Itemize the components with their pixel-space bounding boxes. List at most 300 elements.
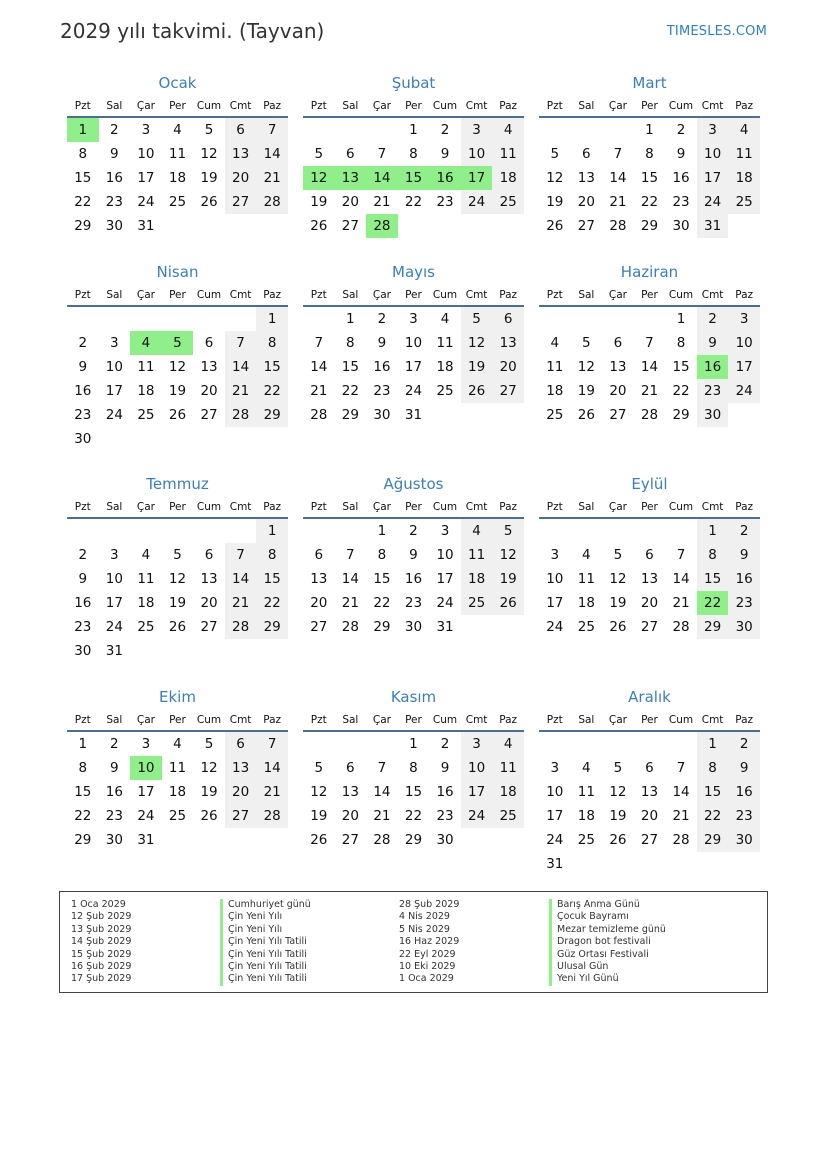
day-cell: 7 (225, 543, 257, 567)
weekday-label: Çar (372, 714, 391, 726)
day-cell: 16 (404, 571, 423, 587)
legend-holiday-name: Çin Yeni Yılı (220, 924, 311, 936)
weekday-label: Sal (106, 289, 123, 301)
day-cell: 12 (200, 146, 218, 162)
day-cell: 16 (728, 567, 760, 591)
day-cell: 20 (310, 595, 328, 611)
day-cell: 21 (341, 595, 359, 611)
day-cell: 25 (168, 808, 187, 824)
day-cell: 18 (436, 359, 454, 375)
legend-holiday-name: Çin Yeni Yılı Tatili (220, 973, 311, 985)
day-cell: 14 (609, 170, 627, 186)
legend-date: 16 Şub 2029 (71, 960, 132, 972)
day-cell: 20 (341, 808, 359, 824)
day-cell: 19 (168, 595, 187, 611)
day-cell: 17 (546, 595, 564, 611)
day-cell: 6 (225, 732, 257, 756)
empty-cell (99, 519, 131, 543)
weekday-header (539, 283, 760, 307)
day-cell: 16 (74, 595, 92, 611)
weekday-label: Cmt (229, 714, 252, 726)
holiday-day: 10 (130, 756, 162, 780)
day-cell: 2 (440, 122, 450, 138)
day-cell: 15 (256, 355, 288, 379)
day-cell: 28 (373, 832, 391, 848)
holiday-day: 28 (366, 214, 398, 238)
day-cell: 24 (461, 804, 493, 828)
day-cell: 20 (200, 595, 218, 611)
day-cell: 30 (373, 407, 391, 423)
day-cell: 3 (440, 523, 450, 539)
legend-holiday-name: Çin Yeni Yılı (220, 911, 311, 923)
day-cell: 19 (200, 784, 218, 800)
day-cell: 26 (609, 832, 627, 848)
empty-cell (193, 519, 225, 543)
day-cell: 17 (436, 571, 454, 587)
weekday-label: Pzt (310, 714, 327, 726)
weekday-label: Cmt (701, 501, 724, 513)
day-cell: 3 (141, 736, 151, 752)
day-cell: 15 (404, 784, 423, 800)
day-cell: 8 (256, 543, 288, 567)
day-cell: 29 (74, 832, 92, 848)
month-name: Ağustos (383, 475, 444, 493)
weekday-label: Çar (608, 714, 627, 726)
day-cell: 26 (168, 407, 187, 423)
weekday-label: Çar (136, 289, 155, 301)
day-cell: 1 (676, 311, 686, 327)
month-name: Haziran (620, 263, 679, 281)
weekday-header (67, 708, 288, 732)
day-cell: 25 (492, 190, 524, 214)
weekday-header (67, 495, 288, 519)
day-cell: 31 (436, 619, 454, 635)
weekday-header (303, 94, 524, 118)
weekday-header (303, 495, 524, 519)
holiday-day: 16 (429, 166, 461, 190)
weekday-label: Per (405, 289, 422, 301)
legend-date: 16 Haz 2029 (399, 936, 460, 948)
empty-cell (303, 732, 335, 756)
day-cell: 10 (105, 571, 123, 587)
day-cell: 14 (256, 142, 288, 166)
day-cell: 29 (697, 828, 729, 852)
day-grid (67, 118, 288, 238)
day-cell: 1 (409, 122, 418, 138)
day-grid (303, 732, 524, 852)
month-block (303, 686, 524, 852)
weekday-label: Cmt (701, 289, 724, 301)
day-cell: 7 (613, 146, 623, 162)
day-cell: 24 (697, 190, 729, 214)
empty-cell (130, 519, 162, 543)
legend-date: 22 Eyl 2029 (399, 948, 456, 960)
day-cell: 3 (697, 118, 729, 142)
legend-names-right (549, 899, 666, 986)
day-cell: 7 (225, 331, 257, 355)
day-cell: 28 (225, 403, 257, 427)
empty-cell (303, 307, 335, 331)
day-cell: 29 (404, 832, 423, 848)
weekday-label: Sal (578, 289, 595, 301)
day-cell: 20 (225, 166, 257, 190)
day-cell: 19 (310, 808, 328, 824)
weekday-label: Per (641, 714, 658, 726)
day-cell: 9 (377, 335, 387, 351)
day-cell: 17 (105, 383, 123, 399)
day-cell: 18 (577, 808, 595, 824)
day-cell: 23 (436, 808, 454, 824)
day-cell: 30 (74, 431, 92, 447)
day-cell: 4 (141, 547, 151, 563)
day-cell: 2 (110, 122, 119, 138)
day-cell: 24 (546, 619, 564, 635)
day-cell: 19 (609, 595, 627, 611)
day-cell: 25 (461, 591, 493, 615)
day-cell: 5 (204, 736, 214, 752)
day-cell: 10 (404, 335, 423, 351)
day-cell: 30 (74, 643, 92, 659)
weekday-label: Paz (499, 714, 518, 726)
weekday-label: Cmt (465, 714, 488, 726)
day-cell: 3 (550, 547, 560, 563)
empty-cell (130, 307, 162, 331)
weekday-label: Pzt (310, 501, 327, 513)
day-cell: 8 (377, 547, 387, 563)
day-cell: 12 (168, 571, 187, 587)
month-block (67, 261, 288, 451)
day-cell: 23 (728, 591, 760, 615)
day-cell: 18 (577, 595, 595, 611)
day-grid (67, 519, 288, 663)
weekday-label: Per (405, 100, 422, 112)
empty-cell (193, 307, 225, 331)
empty-cell (539, 307, 571, 331)
day-cell: 5 (204, 122, 214, 138)
day-cell: 7 (676, 547, 686, 563)
day-cell: 29 (373, 619, 391, 635)
weekday-label: Paz (263, 100, 282, 112)
day-cell: 21 (672, 808, 690, 824)
legend-date: 4 Nis 2029 (399, 911, 450, 923)
weekday-label: Per (169, 289, 186, 301)
day-cell: 6 (204, 547, 214, 563)
day-cell: 9 (78, 571, 88, 587)
day-cell: 26 (310, 218, 328, 234)
day-cell: 20 (341, 194, 359, 210)
month-block (303, 473, 524, 639)
day-cell: 17 (546, 808, 564, 824)
day-cell: 5 (582, 335, 591, 351)
legend-holiday-name: Çocuk Bayramı (549, 911, 666, 923)
day-cell: 21 (256, 166, 288, 190)
weekday-label: Sal (342, 100, 359, 112)
weekday-label: Cum (668, 501, 694, 513)
weekday-label: Cmt (465, 289, 488, 301)
day-cell: 5 (613, 760, 623, 776)
weekday-label: Cmt (701, 714, 724, 726)
day-cell: 6 (613, 335, 623, 351)
holiday-day: 22 (697, 591, 729, 615)
day-cell: 11 (461, 543, 493, 567)
weekday-label: Per (641, 501, 658, 513)
day-cell: 28 (256, 804, 288, 828)
day-cell: 4 (173, 122, 182, 138)
day-cell: 17 (697, 166, 729, 190)
weekday-label: Çar (136, 501, 155, 513)
day-cell: 22 (404, 194, 423, 210)
day-cell: 8 (256, 331, 288, 355)
day-cell: 21 (640, 383, 659, 399)
weekday-label: Sal (578, 714, 595, 726)
day-cell: 11 (168, 146, 187, 162)
weekday-label: Çar (136, 714, 155, 726)
day-cell: 15 (256, 567, 288, 591)
weekday-label: Cum (432, 289, 458, 301)
legend-date: 1 Oca 2029 (71, 899, 126, 910)
day-cell: 30 (404, 619, 423, 635)
day-cell: 20 (225, 780, 257, 804)
day-cell: 27 (310, 619, 328, 635)
day-cell: 24 (436, 595, 454, 611)
legend-holiday-name: Cumhuriyet günü (220, 899, 311, 911)
legend-date: 13 Şub 2029 (71, 923, 132, 935)
day-cell: 27 (577, 218, 595, 234)
day-cell: 21 (256, 780, 288, 804)
day-cell: 29 (256, 403, 288, 427)
day-cell: 18 (461, 567, 493, 591)
day-cell: 22 (256, 379, 288, 403)
weekday-label: Paz (263, 289, 282, 301)
day-cell: 31 (404, 407, 423, 423)
day-cell: 27 (341, 832, 359, 848)
weekday-label: Per (641, 100, 658, 112)
day-cell: 27 (609, 407, 627, 423)
weekday-label: Cmt (229, 501, 252, 513)
day-cell: 8 (645, 146, 654, 162)
day-cell: 4 (440, 311, 450, 327)
day-cell: 2 (377, 311, 387, 327)
day-cell: 10 (728, 331, 760, 355)
empty-cell (665, 732, 697, 756)
day-cell: 18 (728, 166, 760, 190)
weekday-label: Pzt (546, 100, 563, 112)
day-cell: 6 (645, 547, 654, 563)
day-cell: 24 (728, 379, 760, 403)
day-cell: 26 (546, 218, 564, 234)
day-cell: 2 (676, 122, 686, 138)
legend-date: 17 Şub 2029 (71, 973, 132, 985)
day-cell: 12 (461, 331, 493, 355)
weekday-label: Pzt (74, 289, 91, 301)
weekday-label: Cum (196, 289, 222, 301)
day-cell: 16 (672, 170, 690, 186)
legend-names-left (220, 899, 311, 986)
day-cell: 5 (461, 307, 493, 331)
day-cell: 3 (110, 547, 119, 563)
day-cell: 11 (577, 571, 595, 587)
day-cell: 23 (373, 383, 391, 399)
weekday-label: Çar (372, 100, 391, 112)
day-cell: 6 (645, 760, 654, 776)
weekday-header (303, 283, 524, 307)
weekday-label: Cmt (229, 100, 252, 112)
weekday-label: Paz (735, 289, 754, 301)
month-name: Ekim (159, 688, 196, 706)
day-cell: 14 (373, 784, 391, 800)
empty-cell (634, 307, 666, 331)
day-cell: 9 (440, 146, 450, 162)
weekday-label: Per (169, 501, 186, 513)
day-cell: 28 (310, 407, 328, 423)
day-cell: 2 (110, 736, 119, 752)
day-cell: 31 (105, 643, 123, 659)
month-block (303, 72, 524, 238)
day-cell: 17 (137, 170, 155, 186)
day-cell: 19 (200, 170, 218, 186)
day-cell: 1 (256, 307, 288, 331)
holiday-legend (59, 891, 768, 993)
day-cell: 15 (74, 170, 92, 186)
day-cell: 20 (577, 194, 595, 210)
day-grid (539, 732, 760, 876)
weekday-label: Cum (196, 714, 222, 726)
day-cell: 10 (697, 142, 729, 166)
day-cell: 25 (577, 832, 595, 848)
day-cell: 8 (697, 756, 729, 780)
month-name: Nisan (156, 263, 199, 281)
day-cell: 1 (346, 311, 355, 327)
day-cell: 13 (200, 359, 218, 375)
day-cell: 3 (141, 122, 151, 138)
day-cell: 8 (346, 335, 355, 351)
day-grid (539, 519, 760, 639)
day-cell: 24 (105, 407, 123, 423)
weekday-label: Cum (196, 501, 222, 513)
holiday-day: 1 (67, 118, 99, 142)
day-cell: 3 (461, 118, 493, 142)
day-cell: 9 (728, 756, 760, 780)
day-cell: 21 (310, 383, 328, 399)
day-cell: 16 (74, 383, 92, 399)
day-cell: 24 (105, 619, 123, 635)
day-cell: 25 (168, 194, 187, 210)
day-cell: 15 (697, 780, 729, 804)
day-cell: 26 (461, 379, 493, 403)
day-cell: 14 (672, 571, 690, 587)
day-cell: 27 (225, 804, 257, 828)
weekday-label: Cmt (229, 289, 252, 301)
day-cell: 7 (346, 547, 355, 563)
weekday-label: Paz (499, 501, 518, 513)
day-cell: 17 (404, 359, 423, 375)
day-cell: 16 (728, 780, 760, 804)
day-cell: 22 (74, 808, 92, 824)
day-cell: 10 (546, 784, 564, 800)
day-cell: 9 (110, 146, 119, 162)
day-cell: 29 (74, 218, 92, 234)
day-cell: 30 (436, 832, 454, 848)
legend-date: 12 Şub 2029 (71, 911, 132, 923)
legend-dates-right (399, 899, 459, 986)
weekday-header (539, 94, 760, 118)
weekday-label: Cum (432, 714, 458, 726)
holiday-day: 17 (461, 166, 493, 190)
day-cell: 22 (341, 383, 359, 399)
day-cell: 8 (697, 543, 729, 567)
day-cell: 13 (492, 331, 524, 355)
weekday-label: Pzt (74, 100, 91, 112)
empty-cell (571, 118, 603, 142)
day-cell: 13 (640, 784, 659, 800)
brand-link[interactable]: TIMESLES.COM (666, 24, 767, 39)
day-cell: 27 (225, 190, 257, 214)
day-cell: 15 (341, 359, 359, 375)
day-cell: 10 (461, 756, 493, 780)
empty-cell (335, 519, 367, 543)
day-cell: 11 (436, 335, 454, 351)
day-cell: 25 (436, 383, 454, 399)
legend-holiday-name: Çin Yeni Yılı Tatili (220, 936, 311, 948)
day-cell: 14 (225, 567, 257, 591)
day-cell: 9 (409, 547, 418, 563)
empty-cell (162, 307, 194, 331)
day-cell: 11 (728, 142, 760, 166)
day-cell: 5 (173, 547, 182, 563)
day-cell: 28 (672, 832, 690, 848)
weekday-label: Sal (342, 501, 359, 513)
empty-cell (225, 307, 257, 331)
day-cell: 23 (105, 808, 123, 824)
day-cell: 10 (137, 146, 155, 162)
day-cell: 10 (461, 142, 493, 166)
empty-cell (665, 519, 697, 543)
empty-cell (303, 519, 335, 543)
day-cell: 2 (409, 523, 418, 539)
day-cell: 9 (110, 760, 119, 776)
weekday-label: Cum (432, 100, 458, 112)
empty-cell (539, 519, 571, 543)
day-cell: 2 (697, 307, 729, 331)
weekday-label: Çar (608, 289, 627, 301)
weekday-label: Sal (342, 289, 359, 301)
month-block (539, 72, 760, 238)
day-cell: 12 (200, 760, 218, 776)
day-cell: 24 (461, 190, 493, 214)
day-cell: 23 (105, 194, 123, 210)
day-cell: 30 (105, 218, 123, 234)
day-cell: 9 (440, 760, 450, 776)
weekday-label: Paz (735, 100, 754, 112)
day-cell: 14 (640, 359, 659, 375)
day-cell: 22 (697, 804, 729, 828)
day-cell: 11 (168, 760, 187, 776)
empty-cell (67, 307, 99, 331)
month-block (539, 686, 760, 876)
day-cell: 28 (256, 190, 288, 214)
weekday-label: Pzt (546, 501, 563, 513)
day-cell: 13 (640, 571, 659, 587)
weekday-label: Per (405, 501, 422, 513)
day-cell: 7 (314, 335, 324, 351)
day-cell: 2 (728, 519, 760, 543)
weekday-label: Çar (372, 501, 391, 513)
day-cell: 14 (225, 355, 257, 379)
day-cell: 18 (492, 780, 524, 804)
empty-cell (539, 118, 571, 142)
day-cell: 25 (728, 190, 760, 214)
weekday-label: Cum (668, 714, 694, 726)
